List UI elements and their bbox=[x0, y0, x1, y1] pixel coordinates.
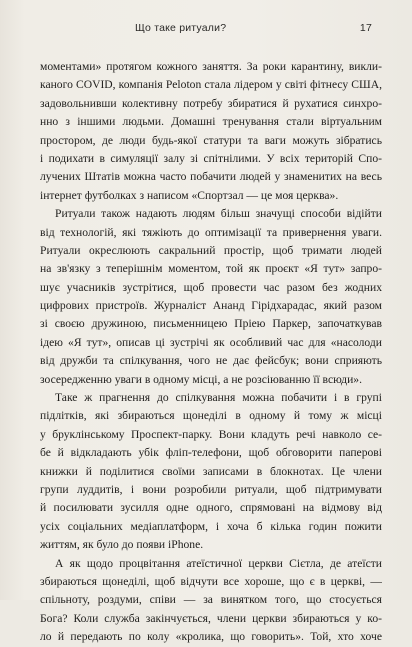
body-text bbox=[40, 58, 382, 647]
text-line: моментами» протягом кожного заняття. За роки карантину, викли- bbox=[40, 60, 382, 73]
paragraph bbox=[40, 389, 382, 555]
text-line: А як щодо процвітання атеїстичної церкви Сієтла, де атеїсти bbox=[55, 556, 382, 570]
chapter-title: Що таке ритуали? bbox=[135, 22, 227, 34]
text-line: зі своєю дружиною, письменницею Пріею Паркер, започаткував bbox=[40, 317, 382, 331]
paragraph bbox=[40, 58, 382, 205]
text-line: простором, де люди будь-якої статури та ваги можуть зібратись bbox=[40, 133, 382, 147]
text-line: цифрових пристроїв. Журналіст Ананд Гірідхарадас, який разом bbox=[40, 299, 382, 313]
text-line: і подихати в симуляції залу зі спітнілими. У всіх територій Спо- bbox=[40, 151, 382, 165]
text-line: бе й відкладають убік фліп-телефони, щоб обговорити паперові bbox=[40, 446, 382, 460]
text-line: ло й передають по колу «кролика, що говорить». Той, хто хоче bbox=[40, 630, 382, 644]
text-line: лучених Штатів можна часто побачити людей у знаменитих на весь bbox=[40, 170, 382, 184]
text-line: Бога? Коли служба закінчується, члени церкви збираються у ко- bbox=[40, 611, 382, 625]
text-line: від дружби та спілкування, чого не дає фейсбук; вони сприяють bbox=[40, 354, 382, 368]
page-number: 17 bbox=[359, 22, 372, 34]
running-head bbox=[40, 22, 382, 36]
text-line: групи луддитів, і вони розробили ритуали, щоб підтримувати bbox=[40, 482, 382, 496]
text-line: збираються щонеділі, щоб відчути все хороше, що є в церкві, — bbox=[40, 574, 382, 588]
paragraph bbox=[40, 205, 382, 389]
text-line: підлітків, які збираються щонеділі в одному й тому ж місці bbox=[40, 409, 382, 423]
text-line: книжки й поділитися своїми записами в блокнотах. Це члени bbox=[40, 464, 382, 478]
text-line: усіх соціальних медіаплатформ, і хоча б кілька годин пожити bbox=[40, 519, 382, 533]
text-line: Ритуали окреслюють сакральний простір, щоб тримати людей bbox=[40, 243, 382, 257]
text-line: й посилювати зусилля одне одного, спрямовані на відмову від bbox=[40, 501, 382, 515]
text-line: Таке ж прагнення до спілкування можна побачити і в групі bbox=[55, 391, 382, 405]
text-line: Ритуали також надають людям більш значущі способи відійти bbox=[55, 207, 382, 221]
text-line: зосередженню уваги в одному місці, а не розсіюванню її всюди». bbox=[40, 372, 362, 386]
text-line: нно з іншими людьми. Домашні тренування стали віртуальним bbox=[40, 115, 382, 129]
text-line: на зв'язку з теперішнім моментом, той як проєкт «Я тут» запро- bbox=[40, 262, 382, 276]
text-line: ідею «Я тут», описав ці зустрічі як особливий час для «насолоди bbox=[40, 335, 382, 349]
text-line: життям, як було до появи iPhone. bbox=[40, 538, 204, 552]
text-line: від технологій, які тяжіють до оптимізації та привернення уваги. bbox=[40, 225, 382, 239]
text-line: спільноту, роздуми, співи — за винятком того, що стосується bbox=[40, 593, 382, 607]
text-line: у бруклінському Проспект-парку. Вони кладуть речі навколо се- bbox=[40, 427, 382, 441]
text-line: шує учасників зустрітися, щоб провести час разом без жодних bbox=[40, 280, 382, 294]
text-line: задовольнивши колективну потребу збиратися й рухатися синхро- bbox=[40, 96, 382, 110]
text-line: каного COVID, компанія Peloton стала лідером у світі фітнесу США, bbox=[40, 78, 382, 92]
paragraph bbox=[40, 555, 382, 647]
text-line: інтернет футболках з написом «Спортзал — це моя церква». bbox=[40, 188, 339, 202]
